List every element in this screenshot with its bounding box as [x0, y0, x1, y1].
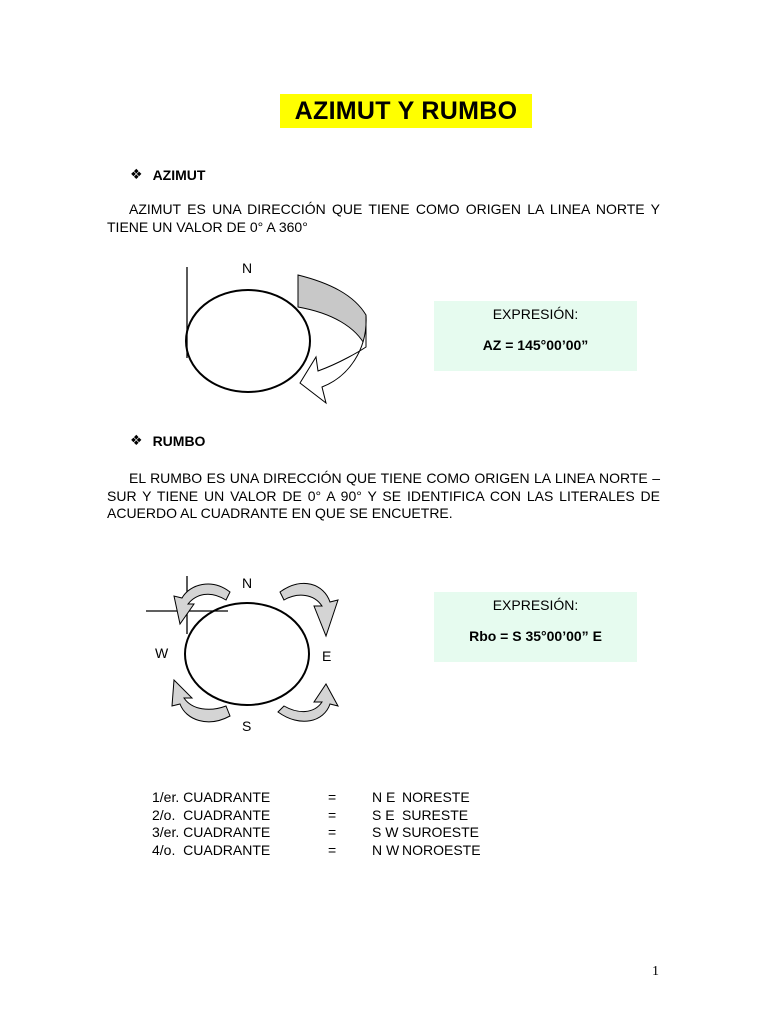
ne-curved-arrow — [280, 583, 338, 636]
quadrant-code: N E — [372, 789, 396, 805]
rumbo-expression-label: EXPRESIÓN: — [492, 597, 579, 613]
quadrant-name: 1/er. CUADRANTE — [152, 789, 271, 805]
diamond-bullet-icon: ❖ — [130, 166, 143, 182]
diamond-bullet-icon: ❖ — [130, 432, 143, 448]
quadrant-code: S W — [372, 824, 399, 840]
azimut-arrow-band — [298, 275, 366, 347]
azimut-heading-text: AZIMUT — [152, 166, 206, 183]
rumbo-heading-text: RUMBO — [152, 432, 206, 449]
azimut-paragraph: AZIMUT ES UNA DIRECCIÓN QUE TIENE COMO ORIGEN LA LINEA NORTE Y TIENE UN VALOR DE 0° A 360° — [107, 201, 660, 235]
rumbo-south-label: S — [242, 718, 252, 734]
quadrant-name: 4/o. CUADRANTE — [152, 841, 271, 858]
rumbo-west-label: W — [155, 645, 169, 661]
page-number: 1 — [652, 964, 659, 979]
quadrant-equals: = — [328, 824, 337, 840]
quadrant-desc: NOROESTE — [402, 841, 481, 858]
quadrant-equals: = — [328, 841, 337, 858]
rumbo-diagram — [140, 570, 360, 740]
quadrant-equals: = — [328, 806, 337, 823]
table-row — [152, 842, 481, 860]
table-row — [152, 807, 481, 825]
azimut-expression-box — [434, 301, 637, 371]
page-title: AZIMUT Y RUMBO — [280, 94, 532, 128]
azimut-north-label: N — [242, 260, 253, 276]
azimut-expression-label: EXPRESIÓN: — [492, 306, 579, 322]
se-curved-arrow — [278, 684, 338, 721]
rumbo-north-label: N — [242, 575, 253, 591]
azimut-circle — [186, 290, 310, 392]
rumbo-expression-value: Rbo = S 35°00’00” E — [469, 628, 602, 644]
rumbo-east-label: E — [322, 648, 332, 664]
quadrant-code: S E — [372, 806, 395, 823]
quadrant-table — [152, 789, 481, 859]
quadrant-equals: = — [328, 789, 337, 805]
azimut-diagram — [170, 255, 380, 410]
section-heading-rumbo — [130, 432, 205, 449]
quadrant-desc: SUROESTE — [402, 824, 480, 840]
quadrant-name: 2/o. CUADRANTE — [152, 806, 271, 823]
rumbo-expression-box — [434, 592, 637, 662]
rumbo-circle — [185, 603, 309, 705]
table-row — [152, 824, 481, 842]
quadrant-desc: NORESTE — [402, 789, 470, 805]
section-heading-azimut — [130, 166, 205, 183]
quadrant-code: N W — [372, 841, 400, 858]
quadrant-name: 3/er. CUADRANTE — [152, 824, 271, 840]
azimut-expression-value: AZ = 145°00’00” — [482, 337, 589, 353]
quadrant-desc: SURESTE — [402, 806, 469, 823]
table-row — [152, 789, 481, 807]
rumbo-paragraph: EL RUMBO ES UNA DIRECCIÓN QUE TIENE COMO ORIGEN LA LINEA NORTE – SUR Y TIENE UN VALOR DE 0° A 90° Y SE IDENTIFICA CON LAS LITERALES DE ACUERDO AL CUADRANTE EN QUE SE ENCUETRE. — [107, 470, 660, 521]
